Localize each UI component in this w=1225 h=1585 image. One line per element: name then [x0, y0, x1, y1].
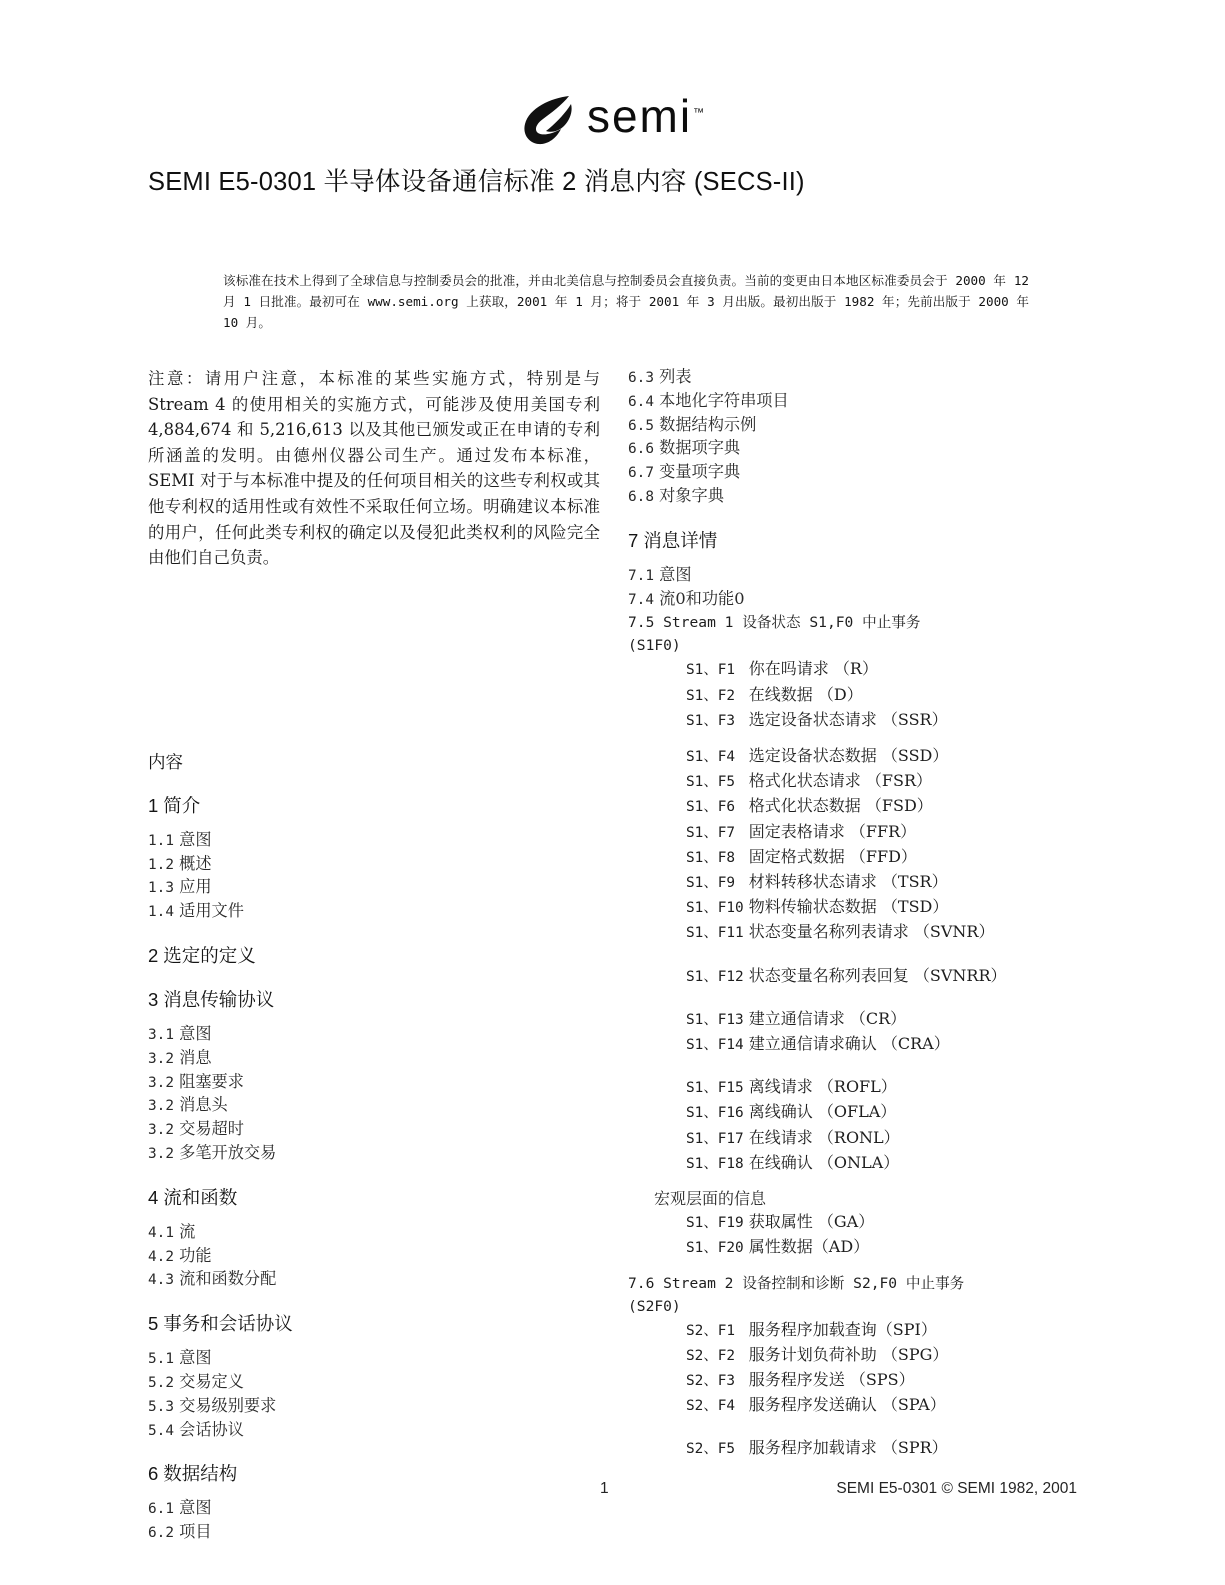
message-entry[interactable] — [628, 1007, 1080, 1032]
toc-item-label: 流和函数分配 — [179, 1269, 277, 1289]
spacer — [148, 1210, 600, 1221]
toc-item-num: 6.8 — [628, 488, 654, 505]
semi-wordmark: semi — [586, 90, 693, 142]
toc-section-2-label: 选定的定义 — [163, 944, 256, 966]
toc-item-label: 适用文件 — [179, 901, 244, 921]
spacer — [148, 571, 600, 749]
toc-item-num: 6.2 — [148, 1525, 174, 1542]
message-entry[interactable] — [628, 1210, 1080, 1235]
toc-item-label: 应用 — [179, 877, 212, 897]
toc-item-num: 6.3 — [628, 370, 654, 386]
toc-item[interactable] — [148, 1268, 600, 1292]
toc-item-label: 阻塞要求 — [179, 1071, 244, 1091]
message-id: S2、F4 — [686, 1398, 744, 1415]
message-entry[interactable] — [628, 1436, 1080, 1461]
spacer — [628, 733, 1080, 744]
message-label: 离线确认 （OFLA） — [743, 1102, 897, 1122]
toc-item[interactable] — [148, 1347, 600, 1371]
message-entry[interactable] — [628, 769, 1080, 794]
toc-item-label: 意图 — [179, 1348, 212, 1368]
message-entry[interactable] — [628, 1235, 1080, 1260]
toc-item-label: 意图 — [179, 1023, 212, 1043]
toc-item-num: 3.2 — [148, 1050, 174, 1067]
toc-item[interactable] — [148, 1023, 600, 1047]
message-id: S2、F5 — [686, 1441, 744, 1458]
message-label: 服务计划负荷补助 （SPG） — [743, 1344, 949, 1364]
message-id: S1、F16 — [686, 1105, 744, 1122]
message-id: S1、F13 — [686, 1011, 744, 1028]
spacer — [628, 509, 1080, 527]
message-id: S2、F2 — [686, 1347, 744, 1364]
toc-section-7[interactable] — [628, 527, 1080, 553]
toc-item-num: 7.4 — [628, 591, 654, 608]
message-entry[interactable] — [628, 744, 1080, 769]
right-column — [628, 366, 1080, 1462]
toc-item-num: 5.2 — [148, 1374, 174, 1391]
stream2-heading-line1[interactable]: 7.6 Stream 2 设备控制和诊断 S2,F0 中止事务 — [628, 1274, 965, 1292]
toc-item-num: 1.1 — [148, 832, 174, 849]
toc-item-num: 3.1 — [148, 1026, 174, 1043]
copyright-notice: SEMI E5-0301 © SEMI 1982, 2001 — [836, 1480, 1077, 1497]
message-id: S1、F11 — [686, 925, 744, 942]
toc-item[interactable] — [148, 1419, 600, 1443]
spacer — [628, 1261, 1080, 1272]
toc-item[interactable] — [148, 1371, 600, 1395]
message-id: S1、F17 — [686, 1130, 744, 1147]
message-label: 在线确认 （ONLA） — [743, 1152, 900, 1172]
message-label: 状态变量名称列表回复 （SVNRR） — [743, 965, 1007, 985]
message-id: S2、F1 — [686, 1322, 744, 1339]
spacer — [628, 989, 1080, 1007]
toc-section-1-num: 1 — [148, 794, 159, 816]
toc-section-4-label: 流和函数 — [163, 1186, 238, 1208]
message-id: S1、F5 — [686, 774, 744, 791]
message-id: S1、F7 — [686, 824, 744, 841]
toc-item-label: 流0和功能0 — [659, 588, 745, 608]
toc-item-label: 交易定义 — [179, 1371, 244, 1391]
toc-item[interactable] — [628, 564, 1080, 588]
page-footer — [0, 1480, 1225, 1504]
message-entry[interactable] — [628, 683, 1080, 708]
spacer — [628, 1176, 1080, 1187]
toc-item-num: 1.4 — [148, 904, 174, 921]
message-entry[interactable] — [628, 964, 1080, 989]
message-label: 服务程序发送确认 （SPA） — [743, 1395, 946, 1415]
toc-item[interactable] — [148, 1118, 600, 1142]
toc-item-num: 5.1 — [148, 1351, 174, 1368]
message-label: 固定表格请求 （FFR） — [743, 821, 917, 841]
toc-item-num: 6.4 — [628, 393, 654, 410]
toc-item[interactable] — [628, 461, 1080, 485]
semi-swoosh-mark-icon — [521, 92, 583, 148]
contents-heading: 内容 — [148, 751, 183, 772]
message-entry[interactable] — [628, 1032, 1080, 1057]
spacer — [148, 818, 600, 829]
approval-paragraph: 该标准在技术上得到了全球信息与控制委员会的批准，并由北美信息与控制委员会直接负责。当前的变更由日本地区标准委员会于 2000 年 12 月 1 日批准。最初可在 www.semi.org 上获取，2001 年 1 月；将于 2001 年 3 月出版。最初出版于 1982 年；先前出版于 2000 年 10 月。 — [223, 273, 1029, 330]
toc-item-num: 3.2 — [148, 1098, 174, 1115]
left-column — [148, 366, 600, 1545]
toc-section-2[interactable] — [148, 942, 600, 968]
message-entry[interactable] — [628, 870, 1080, 895]
message-id: S1、F14 — [686, 1037, 744, 1054]
toc-item-label: 消息 — [179, 1047, 212, 1067]
toc-section-1[interactable] — [148, 792, 600, 818]
toc-item[interactable] — [628, 485, 1080, 509]
toc-item-num: 3.2 — [148, 1145, 174, 1162]
message-entry[interactable] — [628, 895, 1080, 920]
trademark-icon: ™ — [693, 107, 705, 119]
message-label: 物料传输状态数据 （TSD） — [743, 897, 949, 917]
toc-section-1-label: 简介 — [163, 794, 201, 816]
message-label: 选定设备状态请求 （SSR） — [743, 709, 948, 729]
message-id: S1、F3 — [686, 712, 744, 729]
spacer — [148, 1292, 600, 1310]
message-id: S1、F10 — [686, 900, 744, 917]
toc-item[interactable] — [148, 1047, 600, 1071]
message-label: 选定设备状态数据 （SSD） — [743, 745, 949, 765]
message-id: S1、F9 — [686, 875, 744, 891]
toc-item-num: 4.2 — [148, 1248, 174, 1265]
toc-item-label: 变量项字典 — [659, 462, 741, 482]
toc-section-5-num: 5 — [148, 1313, 159, 1335]
patent-notice: 注意：请用户注意，本标准的某些实施方式，特别是与 Stream 4 的使用相关的实施方式，可能涉及使用美国专利 4,884,674 和 5,216,613 以及其他已颁发或正在申请的专利所涵盖的发明。由德州仪器公司生产。通过发布本标准，SEMI 对于与本标准中提及的任何项目相关的这些专利权或其他专利权的适用性或有效性不采取任何立场。明确建议本标准的用户，任何此类专利权的确定以及侵犯此类权利的风险完全由他们自己负责。 — [148, 369, 600, 568]
page-number: 1 — [600, 1480, 609, 1497]
spacer — [148, 774, 600, 792]
message-id: S1、F20 — [686, 1240, 744, 1257]
message-entry[interactable] — [628, 1368, 1080, 1393]
toc-item-label: 项目 — [179, 1522, 212, 1542]
toc-item[interactable] — [628, 414, 1080, 438]
toc-item-num: 6.5 — [628, 417, 654, 434]
message-label: 获取属性 （GA） — [743, 1212, 875, 1232]
toc-item[interactable] — [628, 437, 1080, 461]
toc-item-num: 1.3 — [148, 880, 174, 897]
message-id: S1、F6 — [686, 799, 744, 816]
spacer — [148, 1336, 600, 1347]
message-id: S1、F15 — [686, 1080, 744, 1097]
message-label: 格式化状态请求 （FSR） — [743, 771, 933, 791]
message-label: 建立通信请求确认 （CRA） — [743, 1034, 950, 1054]
toc-item[interactable] — [148, 1395, 600, 1419]
message-label: 服务程序发送 （SPS） — [743, 1370, 915, 1390]
toc-section-7-label: 消息详情 — [643, 529, 718, 551]
toc-item-num: 6.7 — [628, 465, 654, 482]
toc-item-num: 5.3 — [148, 1398, 174, 1415]
toc-section-6-num: 6 — [148, 1463, 159, 1485]
toc-item-label: 概述 — [179, 853, 212, 873]
message-entry[interactable] — [628, 1393, 1080, 1418]
message-entry[interactable] — [628, 1318, 1080, 1343]
spacer — [628, 1418, 1080, 1436]
toc-item-label: 消息头 — [179, 1095, 228, 1115]
toc-item[interactable] — [148, 900, 600, 924]
message-id: S1、F19 — [686, 1215, 744, 1232]
message-id: S1、F12 — [686, 968, 744, 985]
message-entry[interactable] — [628, 920, 1080, 945]
message-entry[interactable] — [628, 1100, 1080, 1125]
message-label: 服务程序加载请求 （SPR） — [743, 1438, 948, 1458]
message-entry[interactable] — [628, 657, 1080, 682]
spacer — [148, 1166, 600, 1184]
toc-item[interactable] — [148, 1245, 600, 1269]
toc-item-num: 6.1 — [148, 1501, 174, 1518]
toc-item[interactable] — [628, 390, 1080, 414]
toc-item-label: 数据结构示例 — [659, 414, 757, 434]
toc-item-label: 本地化字符串项目 — [659, 390, 789, 410]
message-label: 离线请求 （ROFL） — [743, 1077, 897, 1097]
message-label: 属性数据（AD） — [743, 1237, 870, 1257]
toc-item[interactable] — [148, 1221, 600, 1245]
toc-section-5-label: 事务和会话协议 — [163, 1313, 293, 1335]
toc-item[interactable] — [148, 1094, 600, 1118]
message-id: S1、F18 — [686, 1155, 744, 1172]
toc-item[interactable] — [148, 853, 600, 877]
message-entry[interactable] — [628, 1075, 1080, 1100]
message-id: S2、F3 — [686, 1373, 744, 1390]
toc-item[interactable] — [628, 366, 1080, 390]
message-label: 状态变量名称列表请求 （SVNR） — [743, 922, 995, 942]
message-entry[interactable] — [628, 1126, 1080, 1151]
toc-item-label: 列表 — [659, 367, 692, 386]
message-entry[interactable] — [628, 845, 1080, 870]
spacer — [628, 1057, 1080, 1075]
message-label: 材料转移状态请求 （TSR） — [743, 872, 948, 891]
message-label: 在线请求 （RONL） — [743, 1127, 900, 1147]
toc-item[interactable] — [148, 1071, 600, 1095]
toc-item-label: 对象字典 — [659, 485, 724, 505]
stream1-heading-line2: (S1F0) — [628, 637, 681, 655]
message-label: 服务程序加载查询（SPI） — [743, 1319, 937, 1339]
macro-level-group-label: 宏观层面的信息 — [654, 1189, 767, 1209]
toc-item-label: 意图 — [179, 829, 212, 849]
spacer — [628, 946, 1080, 964]
toc-section-3[interactable] — [148, 986, 600, 1012]
toc-item-label: 意图 — [659, 564, 692, 584]
toc-item-label: 流 — [179, 1221, 196, 1241]
toc-item[interactable] — [628, 588, 1080, 612]
toc-item-num: 6.6 — [628, 441, 654, 458]
toc-item[interactable] — [148, 1521, 600, 1545]
toc-item-num: 4.3 — [148, 1272, 174, 1289]
toc-item-num: 1.2 — [148, 856, 174, 873]
toc-section-3-label: 消息传输协议 — [163, 988, 275, 1010]
message-entry[interactable] — [628, 820, 1080, 845]
toc-section-5[interactable] — [148, 1310, 600, 1336]
message-id: S1、F8 — [686, 849, 744, 866]
spacer — [148, 1012, 600, 1023]
message-entry[interactable] — [628, 1343, 1080, 1368]
message-label: 固定格式数据 （FFD） — [743, 846, 917, 866]
stream1-heading-line1[interactable]: 7.5 Stream 1 设备状态 S1,F0 中止事务 — [628, 614, 921, 632]
toc-item-num: 3.2 — [148, 1122, 174, 1139]
toc-item-num: 4.1 — [148, 1224, 174, 1241]
message-label: 格式化状态数据 （FSD） — [743, 796, 933, 816]
toc-item-label: 功能 — [179, 1245, 212, 1265]
toc-section-3-num: 3 — [148, 988, 159, 1010]
message-entry[interactable] — [628, 1151, 1080, 1176]
toc-item[interactable] — [148, 876, 600, 900]
toc-section-4[interactable] — [148, 1184, 600, 1210]
toc-item-label: 意图 — [179, 1498, 212, 1518]
toc-item-label: 会话协议 — [179, 1419, 244, 1439]
toc-item-label: 数据项字典 — [659, 438, 741, 458]
toc-item[interactable] — [148, 1142, 600, 1166]
message-entry[interactable] — [628, 708, 1080, 733]
toc-section-7-num: 7 — [628, 529, 639, 551]
toc-item[interactable] — [148, 829, 600, 853]
toc-section-2-num: 2 — [148, 944, 159, 966]
message-id: S1、F4 — [686, 748, 744, 765]
page-title: SEMI E5-0301 半导体设备通信标准 2 消息内容 (SECS-II) — [148, 168, 805, 196]
toc-section-6-label: 数据结构 — [163, 1463, 238, 1485]
message-entry[interactable] — [628, 794, 1080, 819]
toc-item-num: 5.4 — [148, 1422, 174, 1439]
toc-item-label: 交易级别要求 — [179, 1395, 277, 1415]
message-id: S1、F1 — [686, 662, 744, 679]
stream2-heading-line2: (S2F0) — [628, 1297, 681, 1315]
message-label: 建立通信请求 （CR） — [743, 1008, 907, 1028]
toc-item-num: 3.2 — [148, 1074, 174, 1091]
spacer — [628, 553, 1080, 564]
spacer — [148, 1442, 600, 1460]
message-id: S1、F2 — [686, 687, 744, 704]
spacer — [148, 924, 600, 942]
semi-logo — [0, 82, 1225, 144]
spacer — [148, 968, 600, 986]
toc-item-label: 多笔开放交易 — [179, 1142, 277, 1162]
message-label: 在线数据 （D） — [743, 684, 863, 704]
toc-section-4-num: 4 — [148, 1186, 159, 1208]
message-label: 你在吗请求 （R） — [743, 659, 878, 679]
toc-item-num: 7.1 — [628, 567, 654, 584]
toc-item-label: 交易超时 — [179, 1119, 244, 1139]
